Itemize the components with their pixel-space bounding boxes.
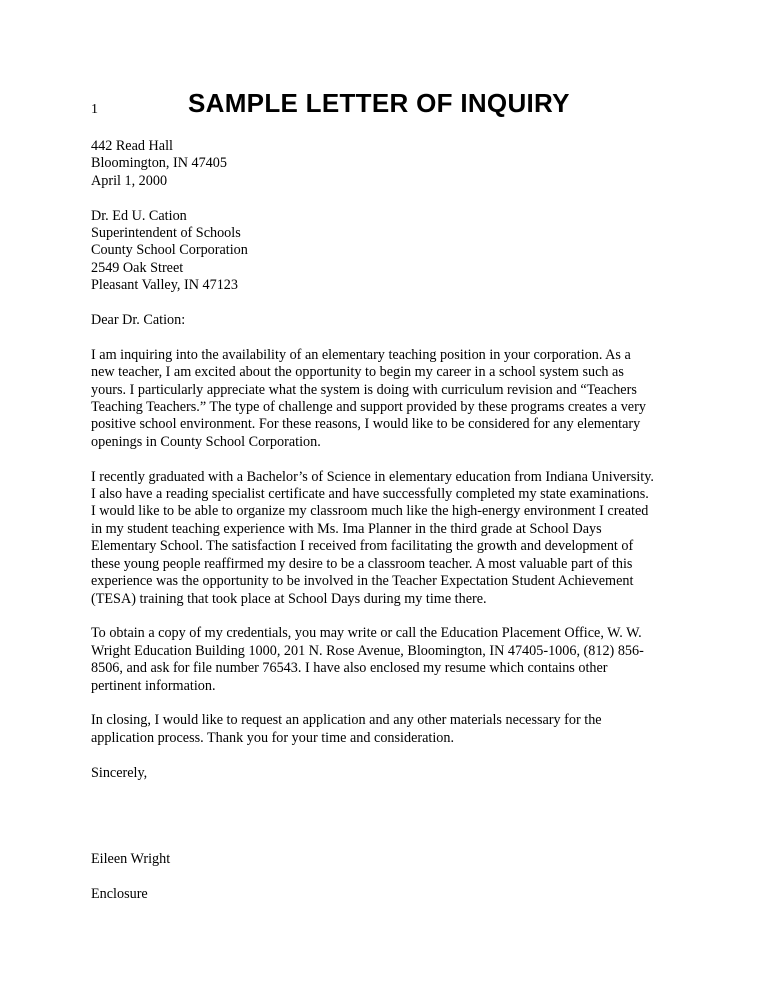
page-title: SAMPLE LETTER OF INQUIRY (188, 88, 570, 118)
paragraph-line: In closing, I would like to request an application and any other materials necessary for the (91, 712, 602, 729)
paragraph-line: yours. I particularly appreciate what the system is doing with curriculum revision and “Teachers (91, 381, 637, 398)
recipient-address-line: 2549 Oak Street (91, 259, 184, 276)
letter-date: April 1, 2000 (91, 172, 168, 189)
paragraph-line: I would like to be able to organize my classroom much like the high-energy environment I created (91, 503, 649, 520)
paragraph-line: To obtain a copy of my credentials, you may write or call the Education Placement Office, W. W. (91, 625, 642, 642)
signature-name: Eileen Wright (91, 851, 171, 868)
paragraph-line: positive school environment. For these reasons, I would like to be considered for any elementary (91, 416, 641, 433)
paragraph-line: these young people reaffirmed my desire to be a classroom teacher. A most valuable part of this (91, 555, 633, 572)
paragraph-4 (91, 712, 701, 747)
paragraph-1 (91, 347, 701, 451)
paragraph-line: I recently graduated with a Bachelor’s of Science in elementary education from Indiana University. (91, 468, 654, 485)
paragraph-line: pertinent information. (91, 677, 216, 694)
recipient-address-line: Pleasant Valley, IN 47123 (91, 277, 238, 294)
paragraph-line: Elementary School. The satisfaction I received from facilitating the growth and development of (91, 538, 634, 555)
recipient-address-line: Superintendent of Schools (91, 225, 241, 242)
paragraph-line: experience was the opportunity to be involved in the Teacher Expectation Student Achievement (91, 573, 634, 590)
signature-space (91, 799, 701, 851)
sender-address-line: Bloomington, IN 47405 (91, 155, 227, 172)
paragraph-2 (91, 469, 701, 608)
paragraph-line: (TESA) training that took place at School Days during my time there. (91, 590, 487, 607)
paragraph-3 (91, 625, 701, 695)
enclosure-note: Enclosure (91, 886, 148, 903)
paragraph-line: I am inquiring into the availability of an elementary teaching position in your corporation. As a (91, 346, 631, 363)
paragraph-line: new teacher, I am excited about the opportunity to begin my career in a school system such as (91, 364, 624, 381)
closing: Sincerely, (91, 764, 148, 781)
paragraph-line: openings in County School Corporation. (91, 433, 321, 450)
recipient-address-line: Dr. Ed U. Cation (91, 207, 187, 224)
salutation: Dear Dr. Cation: (91, 312, 186, 329)
paragraph-line: 8506, and ask for file number 76543. I have also enclosed my resume which contains other (91, 660, 608, 677)
paragraph-line: Wright Education Building 1000, 201 N. Rose Avenue, Bloomington, IN 47405-1006, (812) 856- (91, 642, 644, 659)
recipient-address-line: County School Corporation (91, 242, 248, 259)
paragraph-line: Teaching Teachers.” The type of challenge and support provided by these programs creates a very (91, 399, 646, 416)
paragraph-line: in my student teaching experience with Ms. Ima Planner in the third grade at School Days (91, 520, 602, 537)
recipient-address (91, 208, 701, 295)
sender-address (91, 138, 701, 190)
letter-body (91, 138, 701, 921)
sender-address-line: 442 Read Hall (91, 138, 173, 154)
page-number: 1 (91, 102, 98, 117)
paragraph-line: I also have a reading specialist certificate and have successfully completed my state examinations. (91, 486, 649, 503)
paragraph-line: application process. Thank you for your time and consideration. (91, 729, 455, 746)
